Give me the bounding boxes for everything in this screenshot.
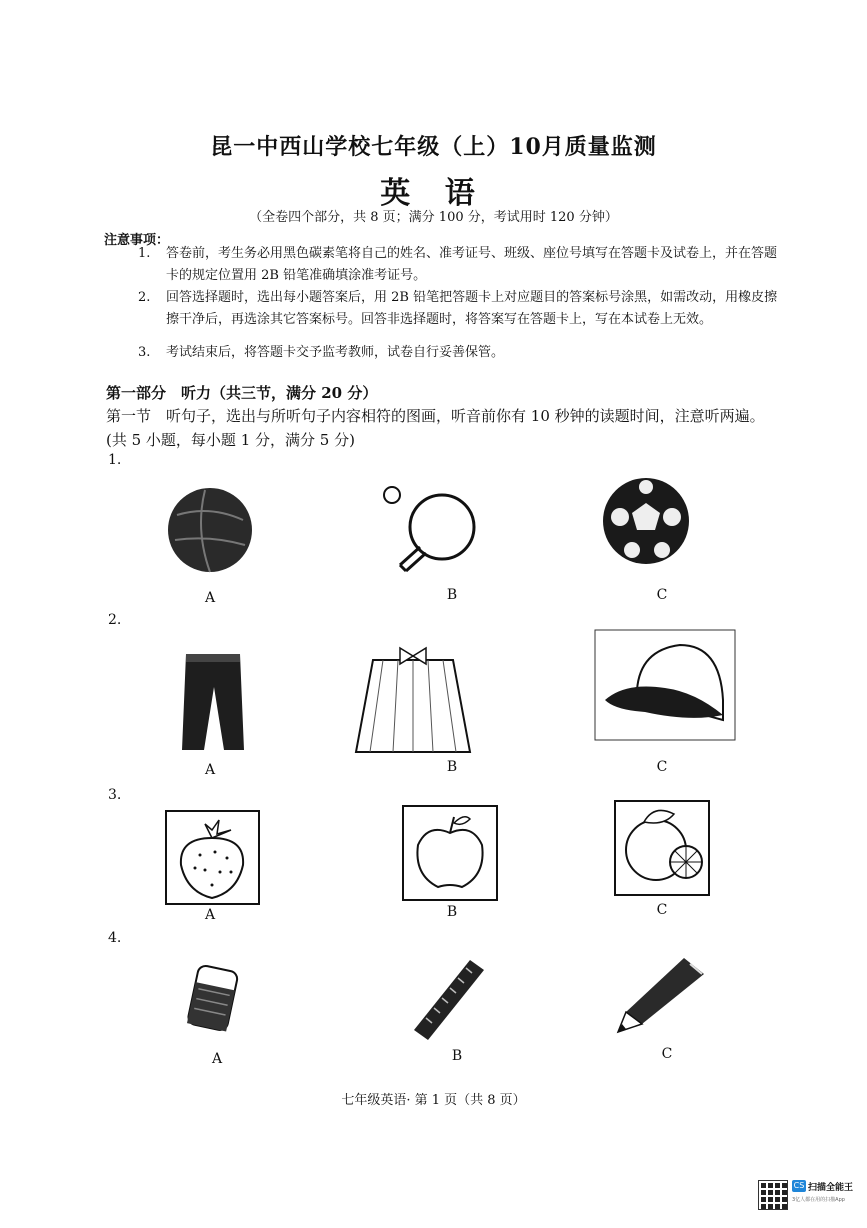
question-number: 4. <box>108 930 122 946</box>
option-label: A <box>211 1051 223 1067</box>
eraser-icon <box>183 960 243 1035</box>
scanner-app-tagline: 3亿人都在用的扫描App <box>792 1197 845 1203</box>
note-text: 答卷前，考生务必用黑色碳素笔将自己的姓名、准考证号、班级、座位号填写在答题卡及试卷上，并在答题卡的规定位置用 2B 铅笔准确填涂准考证号。 <box>166 246 778 283</box>
option-label: B <box>451 1048 463 1064</box>
option-label: A <box>204 762 216 778</box>
option-label: C <box>656 902 668 918</box>
note-number: 3. <box>138 345 151 360</box>
option-label: C <box>656 587 668 603</box>
page-footer: 七年级英语· 第 1 页（共 8 页） <box>341 1093 526 1108</box>
part1-heading: 第一部分 听力（共三节，满分 20 分） <box>106 384 378 402</box>
option-label: C <box>661 1046 673 1062</box>
exam-title: 昆一中西山学校七年级（上）10月质量监测 <box>210 134 657 160</box>
note-item <box>138 243 778 287</box>
note-text: 回答选择题时，选出每小题答案后，用 2B 铅笔把答题卡上对应题目的答案标号涂黑，如需改动，用橡皮擦擦干净后，再选涂其它答案标号。回答非选择题时，将答案写在答题卡上，写在本试卷上无效。 <box>166 290 778 327</box>
question-number: 3. <box>108 787 122 803</box>
option-label: B <box>446 759 458 775</box>
scanner-badge <box>758 1180 858 1220</box>
question-number: 2. <box>108 612 122 628</box>
note-number: 1. <box>138 246 151 261</box>
note-text: 考试结束后，将答题卡交予监考教师，试卷自行妥善保管。 <box>166 345 505 360</box>
option-label: B <box>446 904 458 920</box>
skirt-icon <box>348 640 478 760</box>
qr-code-icon <box>758 1180 788 1210</box>
ruler-icon <box>410 958 490 1043</box>
notes-heading: 注意事项： <box>104 233 170 248</box>
note-item <box>138 287 778 331</box>
question-number: 1. <box>108 452 122 468</box>
basketball-icon <box>165 485 255 575</box>
note-item <box>138 342 778 364</box>
cap-icon <box>595 630 735 740</box>
option-label: A <box>204 907 216 923</box>
subject-title: 英 语 <box>380 176 487 211</box>
scanner-app-name: 扫描全能王 <box>808 1183 854 1193</box>
option-label: B <box>446 587 458 603</box>
exam-info: （全卷四个部分，共 8 页；满分 100 分，考试用时 120 分钟） <box>249 210 618 225</box>
pencil-icon <box>612 952 712 1037</box>
strawberry-icon <box>165 810 260 905</box>
orange-icon <box>614 800 710 896</box>
cs-logo-icon: CS <box>793 1181 805 1190</box>
option-label: C <box>656 759 668 775</box>
ping-pong-icon <box>380 485 480 580</box>
option-label: A <box>204 590 216 606</box>
section1-intro: 第一节 听句子，选出与所听句子内容相符的图画，听音前你有 10 秒钟的读题时间，注意听两遍。(共 5 小题，每小题 1 分，满分 5 分) <box>106 407 765 449</box>
soccer-ball-icon <box>600 475 692 567</box>
pants-icon <box>178 652 248 752</box>
note-number: 2. <box>138 290 151 305</box>
apple-icon <box>402 805 498 901</box>
